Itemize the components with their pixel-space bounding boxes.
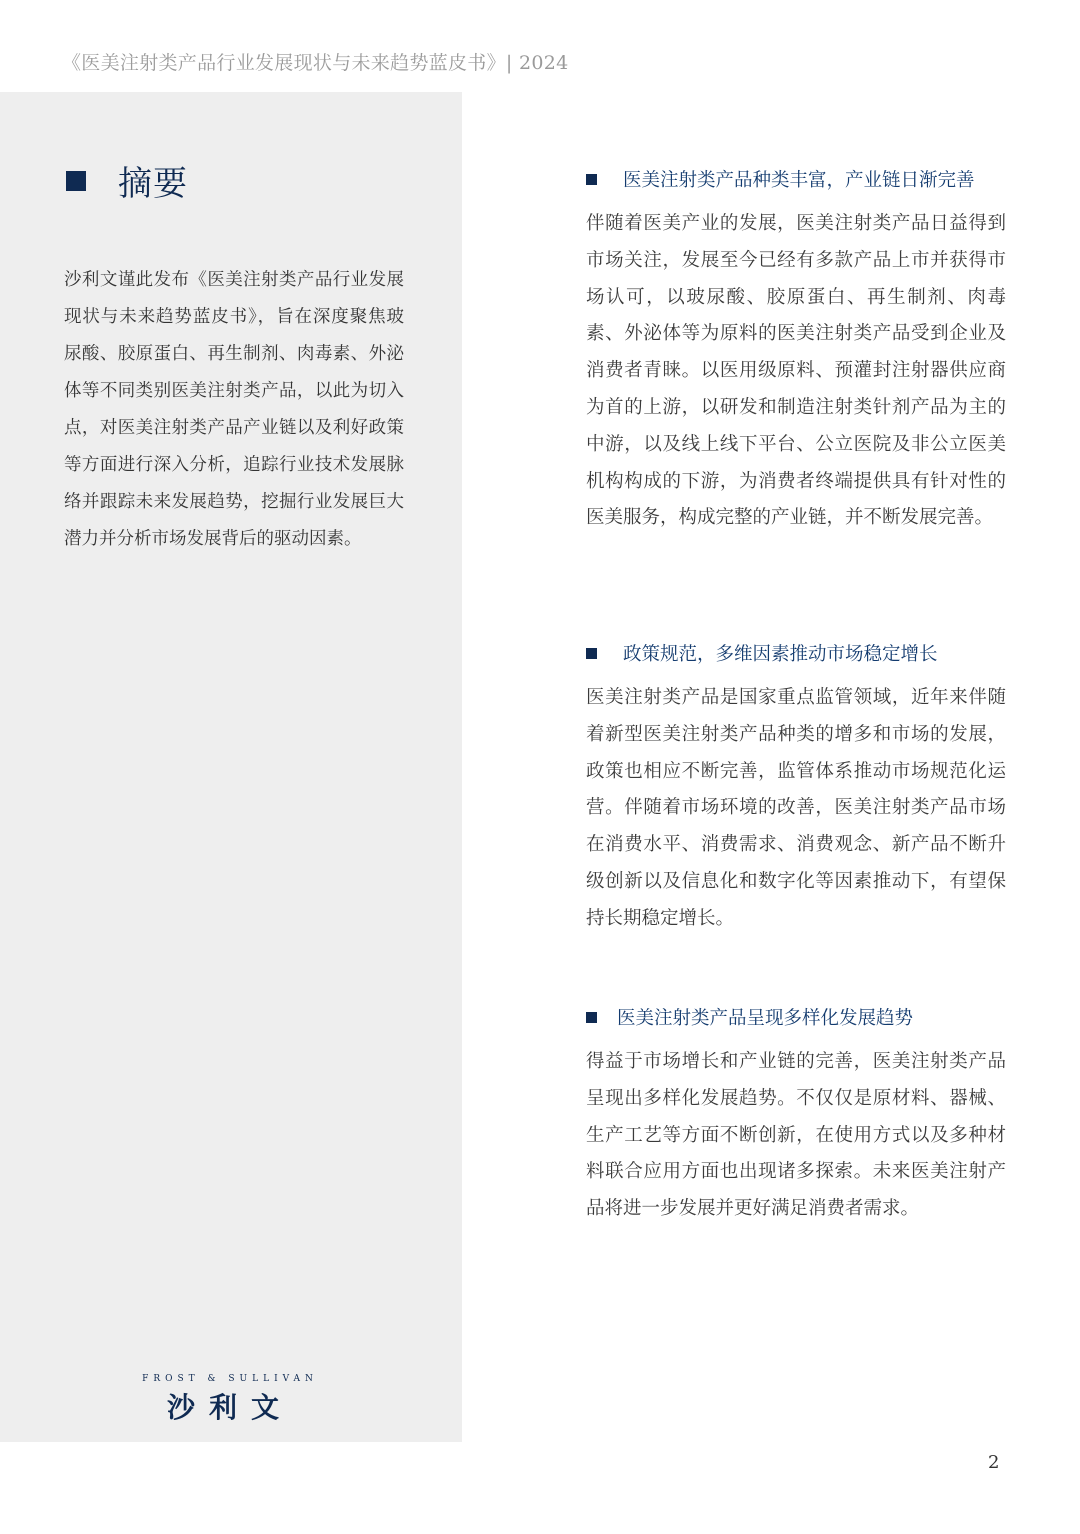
report-title: 《医美注射类产品行业发展现状与未来趋势蓝皮书》| 2024 [62,52,569,74]
square-bullet-icon [586,648,597,659]
logo-english-text: FROST & SULLIVAN [142,1374,318,1384]
section-title: 医美注射类产品种类丰富，产业链日渐完善 [623,170,975,191]
section-paragraph: 医美注射类产品是国家重点监管领域，近年来伴随着新型医美注射类产品种类的增多和市场的发展，政策也相应不断完善，监管体系推动市场规范化运营。伴随着市场环境的改善，医美注射类产品市场在消费水平、消费需求、消费观念、新产品不断升级创新以及信息化和数字化等因素推动下，有望保持长期稳定增长。 [586,687,1006,929]
section-paragraph: 伴随着医美产业的发展，医美注射类产品日益得到市场关注，发展至今已经有多款产品上市并获得市场认可，以玻尿酸、胶原蛋白、再生制剂、肉毒素、外泌体等为原料的医美注射类产品受到企业及消费者青睐。以医用级原料、预灌封注射器供应商为首的上游，以研发和制造注射类针剂产品为主的中游，以及线上线下平台、公立医院及非公立医美机构构成的下游，为消费者终端提供具有针对性的医美服务，构成完整的产业链，并不断发展完善。 [586,213,1006,529]
section-policy [586,640,1006,938]
square-bullet-icon [66,171,86,191]
logo-chinese-text: 沙利文 [166,1391,293,1424]
page-header [0,0,1080,92]
section-industry-chain [586,166,1006,537]
section-heading [586,1004,1006,1030]
frost-sullivan-logo [140,1374,320,1426]
section-title: 医美注射类产品呈现多样化发展趋势 [617,1008,914,1029]
page-number: 2 [988,1452,1000,1473]
section-paragraph: 得益于市场增长和产业链的完善，医美注射类产品呈现出多样化发展趋势。不仅仅是原材料、器械、生产工艺等方面不断创新，在使用方式以及多种材料联合应用方面也出现诸多探索。未来医美注射产品将进一步发展并更好满足消费者需求。 [586,1051,1006,1220]
square-bullet-icon [586,1012,597,1023]
square-bullet-icon [586,174,597,185]
summary-title: 摘要 [118,164,188,204]
section-title: 政策规范，多维因素推动市场稳定增长 [623,644,938,665]
section-heading [586,166,1006,192]
section-diversification [586,1004,1006,1228]
section-heading [586,640,1006,666]
summary-heading [66,156,188,205]
summary-paragraph: 沙利文谨此发布《医美注射类产品行业发展现状与未来趋势蓝皮书》，旨在深度聚焦玻尿酸、胶原蛋白、再生制剂、肉毒素、外泌体等不同类别医美注射类产品，以此为切入点，对医美注射类产品产业链以及利好政策等方面进行深入分析，追踪行业技术发展脉络并跟踪未来发展趋势，挖掘行业发展巨大潜力并分析市场发展背后的驱动因素。 [64,270,404,549]
